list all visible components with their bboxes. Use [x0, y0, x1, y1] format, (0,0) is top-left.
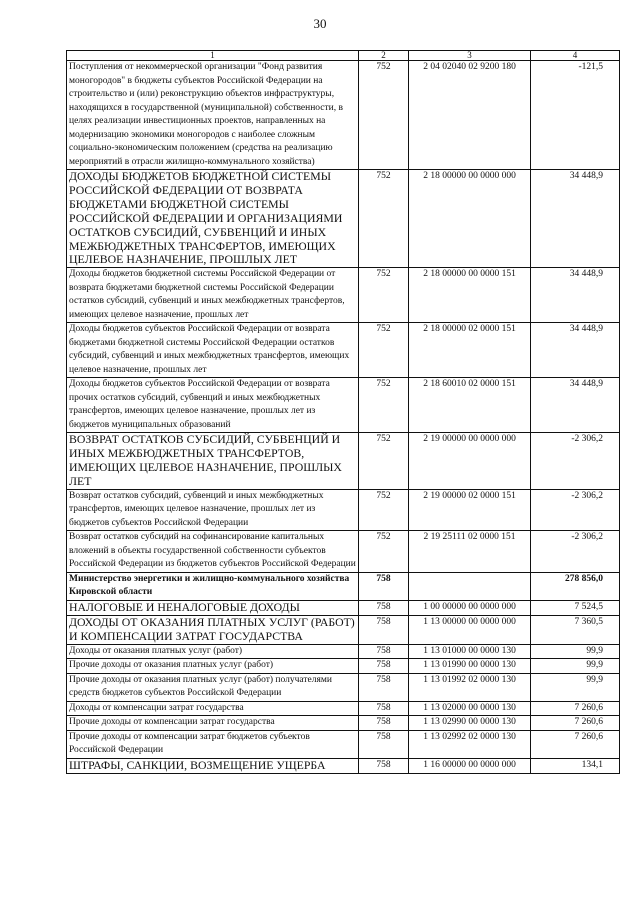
row-admin-code: 758	[359, 730, 409, 758]
row-amount	[531, 758, 620, 773]
row-budget-code: 1 13 00000 00 0000 000	[409, 615, 531, 644]
row-budget-code: 2 18 00000 00 0000 151	[409, 268, 531, 323]
row-budget-code: 1 13 02992 02 0000 130	[409, 730, 531, 758]
amount-value: 99,9	[586, 645, 603, 656]
amount-value: 134,1	[581, 759, 603, 770]
amount-value: 34 448,9	[569, 379, 603, 390]
row-budget-code: 2 19 00000 02 0000 151	[409, 489, 531, 531]
row-amount	[531, 61, 620, 170]
row-budget-code	[409, 572, 531, 600]
amount-value: 7 360,5	[574, 616, 603, 627]
row-name: Прочие доходы от компенсации затрат бюджетов субъектов Российской Федерации	[67, 730, 359, 758]
column-number-row	[67, 51, 620, 61]
row-amount	[531, 268, 620, 323]
row-name: ДОХОДЫ БЮДЖЕТОВ БЮДЖЕТНОЙ СИСТЕМЫ РОССИЙСКОЙ ФЕДЕРАЦИИ ОТ ВОЗВРАТА БЮДЖЕТАМИ БЮДЖЕТНОЙ СИСТЕМЫ РОССИЙСКОЙ ФЕДЕРАЦИИ И ОРГАНИЗАЦИЯМИ ОСТАТКОВ СУБСИДИЙ, СУБВЕНЦИЙ И ИНЫХ МЕЖБЮДЖЕТНЫХ ТРАНСФЕРТОВ, ИМЕЮЩИХ ЦЕЛЕВОЕ НАЗНАЧЕНИЕ, ПРОШЛЫХ ЛЕТ	[67, 170, 359, 268]
row-admin-code: 752	[359, 61, 409, 170]
table-row	[67, 531, 620, 573]
row-admin-code: 752	[359, 433, 409, 490]
amount-value: 7 524,5	[574, 601, 603, 612]
row-budget-code: 1 13 02000 00 0000 130	[409, 701, 531, 716]
row-amount	[531, 170, 620, 268]
table-row	[67, 433, 620, 490]
table-row	[67, 572, 620, 600]
row-name: Прочие доходы от оказания платных услуг (работ) получателями средств бюджетов субъектов Российской Федерации	[67, 673, 359, 701]
row-name: Прочие доходы от оказания платных услуг (работ)	[67, 659, 359, 674]
row-budget-code: 2 04 02040 02 9200 180	[409, 61, 531, 170]
amount-value: 34 448,9	[569, 171, 603, 181]
row-admin-code: 752	[359, 170, 409, 268]
row-name: Доходы от оказания платных услуг (работ)	[67, 644, 359, 659]
amount-value: -2 306,2	[571, 434, 603, 445]
row-name: ДОХОДЫ ОТ ОКАЗАНИЯ ПЛАТНЫХ УСЛУГ (РАБОТ) И КОМПЕНСАЦИИ ЗАТРАТ ГОСУДАРСТВА	[67, 615, 359, 644]
table-row	[67, 323, 620, 378]
table-row	[67, 489, 620, 531]
amount-value: 34 448,9	[569, 269, 603, 280]
amount-value: -121,5	[578, 62, 603, 72]
row-budget-code: 1 13 01000 00 0000 130	[409, 644, 531, 659]
amount-value: 99,9	[586, 660, 603, 671]
table-row	[67, 673, 620, 701]
row-name: Прочие доходы от компенсации затрат государства	[67, 716, 359, 731]
row-amount	[531, 673, 620, 701]
row-budget-code: 1 16 00000 00 0000 000	[409, 758, 531, 773]
table-row	[67, 615, 620, 644]
row-name: Доходы от компенсации затрат государства	[67, 701, 359, 716]
row-name: Возврат остатков субсидий, субвенций и иных межбюджетных трансфертов, имеющих целевое назначение, прошлых лет из бюджетов субъектов Российской Федерации	[67, 489, 359, 531]
page-number: 30	[313, 16, 327, 31]
row-name: Поступления от некоммерческой организации "Фонд развития моногородов" в бюджеты субъектов Российской Федерации на строительство и (или) реконструкцию объектов инфраструктуры, находящихся в государственной (муниципальной) собственности, в целях реализации инвестиционных проектов, направленных на модернизацию экономики моногородов с наиболее сложным социально-экономическим положением (средства на реализацию мероприятий в отрасли жилищно-коммунального хозяйства)	[67, 61, 359, 170]
table-row	[67, 644, 620, 659]
row-budget-code: 2 18 00000 02 0000 151	[409, 323, 531, 378]
row-budget-code: 1 00 00000 00 0000 000	[409, 600, 531, 615]
row-admin-code: 758	[359, 600, 409, 615]
amount-value: 99,9	[586, 674, 603, 685]
row-name: Доходы бюджетов бюджетной системы Российской Федерации от возврата бюджетами бюджетной системы Российской Федерации остатков субсидий, субвенций и иных межбюджетных трансфертов, имеющих целевое назначение, прошлых лет	[67, 268, 359, 323]
row-admin-code: 758	[359, 615, 409, 644]
row-amount	[531, 659, 620, 674]
row-name: Доходы бюджетов субъектов Российской Федерации от возврата бюджетами бюджетной системы Российской Федерации остатков субсидий, субвенций и иных межбюджетных трансфертов, имеющих целевое назначение, прошлых лет	[67, 323, 359, 378]
row-name: ШТРАФЫ, САНКЦИИ, ВОЗМЕЩЕНИЕ УЩЕРБА	[67, 758, 359, 773]
column-number-4: 4	[531, 51, 620, 61]
row-budget-code: 2 19 00000 00 0000 000	[409, 433, 531, 490]
table-row	[67, 600, 620, 615]
column-number-2: 2	[359, 51, 409, 61]
table-row	[67, 170, 620, 268]
revenue-table	[66, 50, 620, 774]
row-budget-code: 1 13 02990 00 0000 130	[409, 716, 531, 731]
row-admin-code: 758	[359, 644, 409, 659]
row-budget-code: 2 19 25111 02 0000 151	[409, 531, 531, 573]
row-amount	[531, 489, 620, 531]
row-name: НАЛОГОВЫЕ И НЕНАЛОГОВЫЕ ДОХОДЫ	[67, 600, 359, 615]
table-row	[67, 758, 620, 773]
amount-value: 7 260,6	[574, 731, 603, 742]
table-row	[67, 701, 620, 716]
row-admin-code: 758	[359, 716, 409, 731]
row-amount	[531, 600, 620, 615]
row-admin-code: 752	[359, 323, 409, 378]
row-amount	[531, 378, 620, 433]
row-budget-code: 2 18 60010 02 0000 151	[409, 378, 531, 433]
amount-value: 278 856,0	[565, 573, 603, 584]
row-admin-code: 758	[359, 572, 409, 600]
row-admin-code: 758	[359, 673, 409, 701]
row-amount	[531, 572, 620, 600]
table-row	[67, 730, 620, 758]
amount-value: 7 260,6	[574, 702, 603, 713]
table-row	[67, 268, 620, 323]
row-budget-code: 1 13 01992 02 0000 130	[409, 673, 531, 701]
row-amount	[531, 716, 620, 731]
row-admin-code: 752	[359, 378, 409, 433]
table-row	[67, 716, 620, 731]
table-row	[67, 61, 620, 170]
table-row	[67, 659, 620, 674]
amount-value: 7 260,6	[574, 717, 603, 728]
row-admin-code: 758	[359, 758, 409, 773]
row-budget-code: 1 13 01990 00 0000 130	[409, 659, 531, 674]
row-name: Министерство энергетики и жилищно-коммунального хозяйства Кировской области	[67, 572, 359, 600]
row-amount	[531, 615, 620, 644]
row-name: Возврат остатков субсидий на софинансирование капитальных вложений в объекты государственной собственности субъектов Российской Федерации из бюджетов субъектов Российской Федерации	[67, 531, 359, 573]
row-amount	[531, 730, 620, 758]
row-admin-code: 758	[359, 659, 409, 674]
row-name: ВОЗВРАТ ОСТАТКОВ СУБСИДИЙ, СУБВЕНЦИЙ И ИНЫХ МЕЖБЮДЖЕТНЫХ ТРАНСФЕРТОВ, ИМЕЮЩИХ ЦЕЛЕВОЕ НАЗНАЧЕНИЕ, ПРОШЛЫХ ЛЕТ	[67, 433, 359, 490]
amount-value: 34 448,9	[569, 324, 603, 335]
row-admin-code: 752	[359, 489, 409, 531]
row-admin-code: 752	[359, 268, 409, 323]
row-amount	[531, 433, 620, 490]
column-number-1: 1	[67, 51, 359, 61]
row-budget-code: 2 18 00000 00 0000 000	[409, 170, 531, 268]
amount-value: -2 306,2	[571, 490, 603, 501]
row-amount	[531, 701, 620, 716]
row-admin-code: 758	[359, 701, 409, 716]
table-row	[67, 378, 620, 433]
amount-value: -2 306,2	[571, 532, 603, 543]
row-name: Доходы бюджетов субъектов Российской Федерации от возврата прочих остатков субсидий, субвенций и иных межбюджетных трансфертов, имеющих целевое назначение, прошлых лет из бюджетов муниципальных образований	[67, 378, 359, 433]
row-amount	[531, 644, 620, 659]
row-amount	[531, 323, 620, 378]
column-number-3: 3	[409, 51, 531, 61]
row-amount	[531, 531, 620, 573]
row-admin-code: 752	[359, 531, 409, 573]
